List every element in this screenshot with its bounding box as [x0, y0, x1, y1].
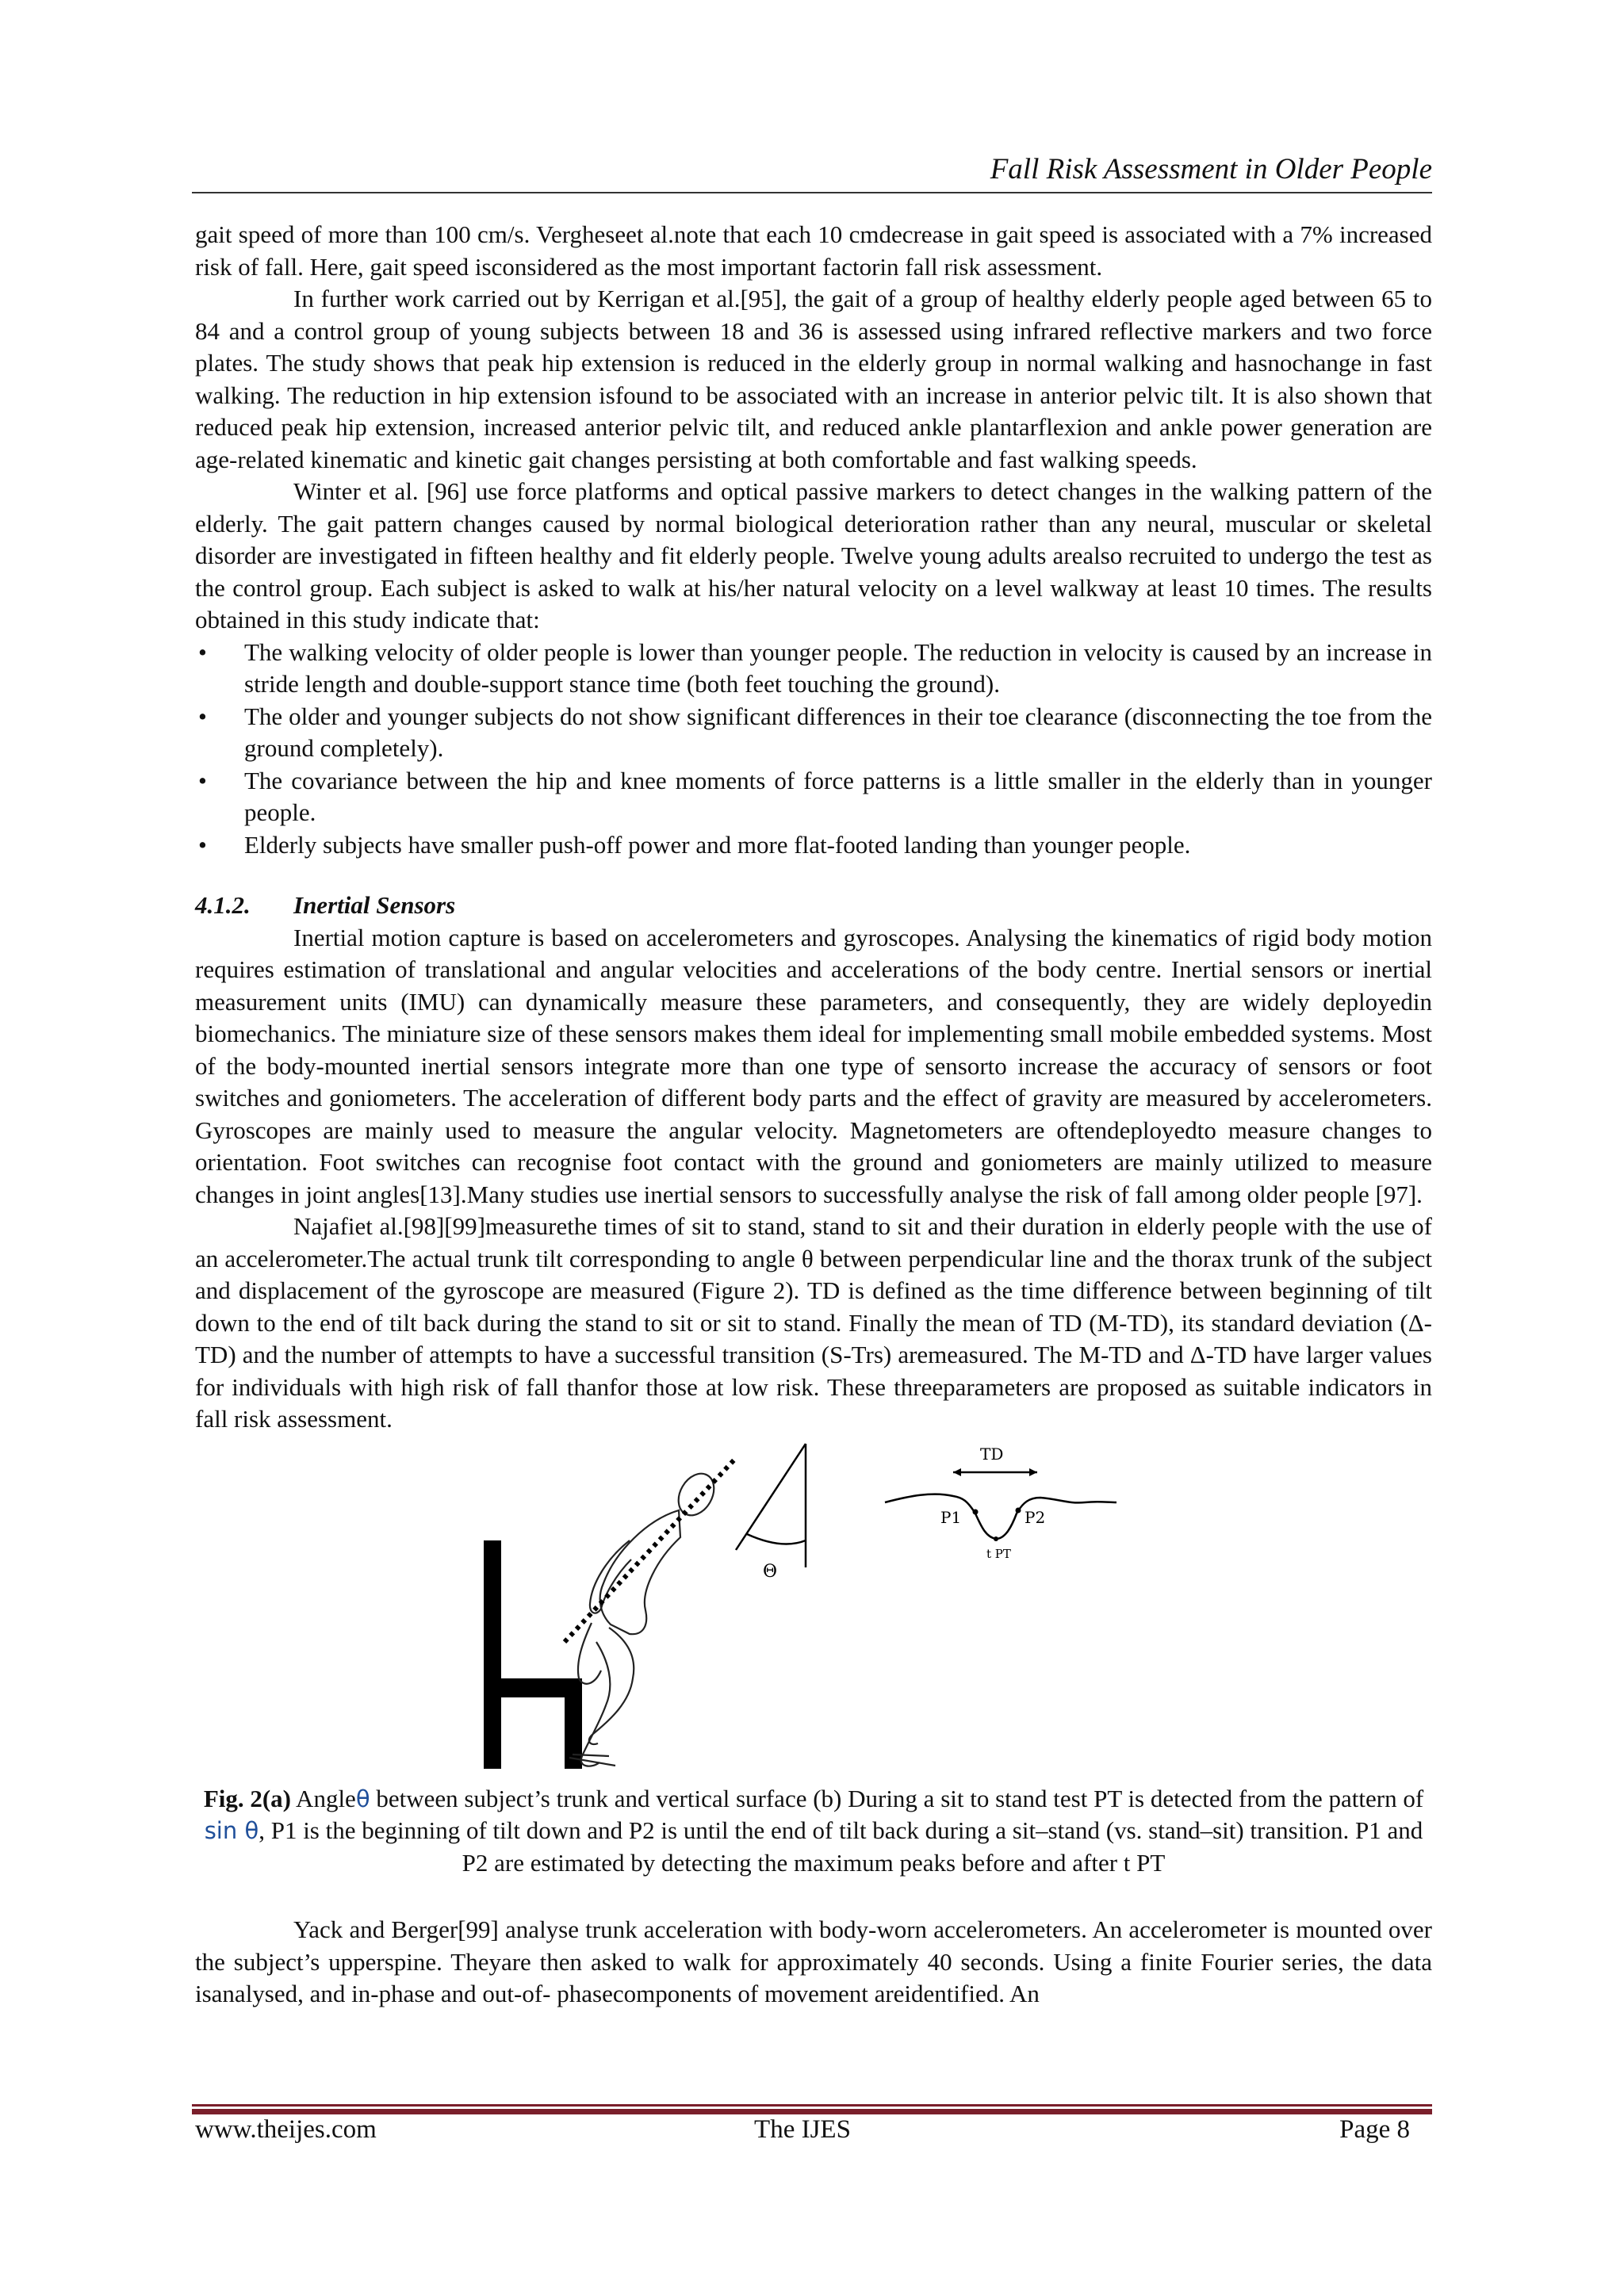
trunk-axis-line — [565, 1458, 736, 1642]
chair-icon — [484, 1540, 582, 1769]
paragraph-4: Inertial motion capture is based on accelerometers and gyroscopes. Analysing the kinematics of rigid body motion requires estimation of translational and angular velocities and accelerations of the body centre. Inertial sensors or inertial measurement units (IMU) can dynamically measure these parameters, and consequently, they are widely deployedin biomechanics. The miniature size of these sensors makes them ideal for implementing small mobile embedded systems. Most of the body-mounted inertial sensors integrate more than one type of sensorto increase the accuracy of sensors or foot switches and goniometers. The acceleration of different body parts and the effect of gravity are measured by accelerometers. Gyroscopes are mainly used to measure the angular velocity. Magnetometers are oftendeployedto measure changes to orientation. Foot switches can recognise foot contact with the ground and goniometers are mainly utilized to measure changes in joint angles[13].Many studies use inertial sensors to successfully analyse the risk of fall among older people [97]. — [195, 923, 1432, 1208]
footer-rule — [192, 2104, 1432, 2107]
findings-list — [195, 637, 1432, 862]
tpt-marker — [994, 1536, 998, 1541]
footer-website: www.theijes.com — [195, 2115, 377, 2144]
bullet-icon: • — [198, 637, 207, 666]
p2-label: P2 — [1025, 1507, 1046, 1527]
paragraph-5: Najafiet al.[98][99]measurethe times of sit to stand, stand to sit and their duration in elderly people with the use of an accelerometer.The actual trunk tilt corresponding to angle θ between perpendicular line and the thorax trunk of the subject and displacement of the gyroscope are measured (Figure 2). TD is defined as the time difference between beginning of tilt down to the end of tilt back during the stand to sit or sit to stand. Finally the mean of TD (M-TD), its standard deviation (Δ-TD) and the number of attempts to have a successful transition (S-Trs) aremeasured. The M-TD and Δ-TD have larger values for individuals with high risk of fall thanfor those at low risk. These threeparameters are proposed as suitable indicators in fall risk assessment. — [195, 1212, 1432, 1433]
section-title: Inertial Sensors — [293, 891, 456, 919]
figure-2 — [195, 1441, 1432, 1774]
running-title: Fall Risk Assessment in Older People — [990, 153, 1432, 186]
list-item: • The walking velocity of older people is lower than younger people. The reduction in velocity is caused by an increase in stride length and double-support stance time (both feet touching the ground). — [198, 637, 1432, 698]
angle-diagram — [736, 1444, 806, 1567]
caption-label: Fig. 2(a) — [203, 1784, 292, 1812]
paragraph-6: Yack and Berger[99] analyse trunk acceleration with body-worn accelerometers. An accelerometer is mounted over the subject’s upperspine. Theyare then asked to walk for approximately 40 seconds. Using a finite Fourier series, the data isanalysed, and in-phase and out-of- phasecomponents of movement areidentified. An — [195, 1915, 1432, 2007]
list-item: • The covariance between the hip and knee moments of force patterns is a little smaller in the elderly than in younger people. — [198, 766, 1432, 826]
bullet-icon: • — [198, 830, 207, 859]
list-item: • Elderly subjects have smaller push-off power and more flat-footed landing than younger people. — [195, 829, 1432, 862]
section-number: 4.1.2. — [195, 891, 251, 919]
figure-illustration — [195, 1441, 1432, 1774]
page-number: Page 8 — [1339, 2115, 1410, 2144]
signal-plot — [885, 1472, 1116, 1539]
angle-label: Θ — [763, 1561, 778, 1582]
theta-symbol: θ — [355, 1785, 370, 1812]
bullet-icon: • — [198, 702, 207, 730]
figure-caption: Fig. 2(a) Angleθ between subject’s trunk and vertical surface (b) During a sit to stand test PT is detected from the pattern of sin θ, P1 is the beginning of tilt down and P2 is until the end of tilt back during a sit–stand (vs. stand–sit) transition. P1 and P2 are estimated by detecting the maximum peaks before and after t PT — [203, 1784, 1424, 1877]
list-item: • The older and younger subjects do not show significant differences in their toe clearance (disconnecting the toe from the ground completely). — [198, 702, 1432, 762]
p1-marker — [973, 1509, 979, 1514]
p2-marker — [1016, 1507, 1021, 1513]
person-figure — [569, 1467, 721, 1766]
arrow-left-icon — [953, 1468, 961, 1476]
header-rule — [192, 192, 1432, 193]
paragraph-2: In further work carried out by Kerrigan et al.[95], the gait of a group of healthy elderly people aged between 65 to 84 and a control group of young subjects between 18 and 36 is assessed using infrared reflective markers and two force plates. The study shows that peak hip extension is reduced in the elderly group in normal walking and hasnochange in fast walking. The reduction in hip extension isfound to be associated with an increase in anterior pelvic tilt. It is also shown that reduced peak hip extension, increased anterior pelvic tilt, and reduced ankle plantarflexion and ankle power generation are age-related kinematic and kinetic gait changes persisting at both comfortable and fast walking speeds. — [195, 285, 1432, 473]
footer-journal: The IJES — [754, 2115, 851, 2144]
p1-label: P1 — [940, 1507, 962, 1527]
paragraph-1: gait speed of more than 100 cm/s. Vergheseet al.note that each 10 cmdecrease in gait speed is associated with a 7% increased risk of fall. Here, gait speed isconsidered as the most important factorin fall risk assessment. — [195, 220, 1432, 281]
tpt-label: t PT — [986, 1546, 1011, 1561]
bullet-icon: • — [198, 766, 207, 794]
arrow-right-icon — [1029, 1468, 1037, 1476]
body-text — [195, 219, 1432, 2011]
sin-theta-symbol: sin θ — [204, 1817, 259, 1844]
td-label: TD — [980, 1444, 1004, 1464]
paragraph-3: Winter et al. [96] use force platforms and optical passive markers to detect changes in the walking pattern of the elderly. The gait pattern changes caused by normal biological deterioration rather than any neural, muscular or skeletal disorder are investigated in fifteen healthy and fit elderly people. Twelve young adults arealso recruited to undergo the test as the control group. Each subject is asked to walk at his/her natural velocity on a level walkway at least 10 times. The results obtained in this study indicate that: — [195, 477, 1432, 633]
section-heading — [195, 890, 1432, 922]
